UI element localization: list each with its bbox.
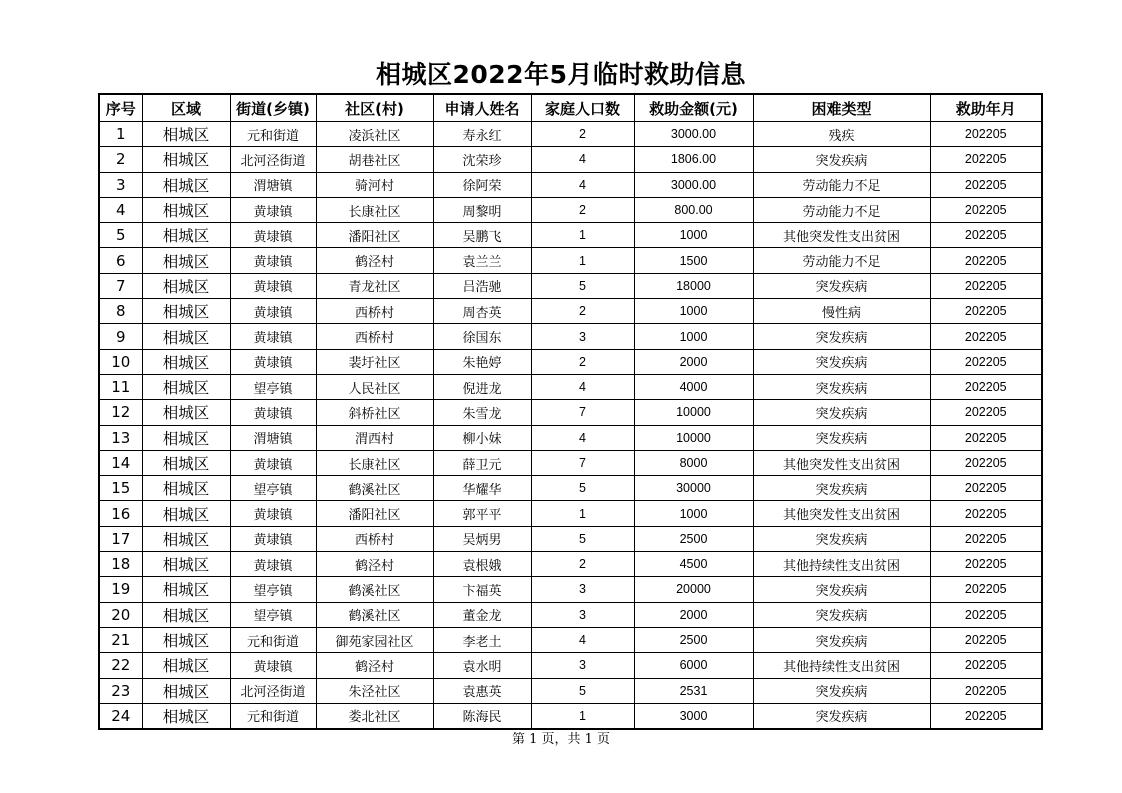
- cell-area: 相城区: [142, 172, 230, 197]
- table-row: [99, 248, 1042, 273]
- cell-month: 202205: [930, 577, 1042, 602]
- cell-name: 徐阿荣: [433, 172, 531, 197]
- cell-amount: 6000: [634, 653, 753, 678]
- cell-month: 202205: [930, 425, 1042, 450]
- header-no: 序号: [99, 94, 142, 122]
- cell-area: 相城区: [142, 703, 230, 729]
- cell-type: 突发疾病: [753, 627, 930, 652]
- cell-area: 相城区: [142, 526, 230, 551]
- table-body: [99, 122, 1042, 730]
- cell-no: 24: [99, 703, 142, 729]
- header-amount: 救助金额(元): [634, 94, 753, 122]
- cell-month: 202205: [930, 450, 1042, 475]
- cell-type: 突发疾病: [753, 526, 930, 551]
- cell-name: 沈荣珍: [433, 147, 531, 172]
- cell-amount: 10000: [634, 425, 753, 450]
- header-area: 区域: [142, 94, 230, 122]
- cell-no: 7: [99, 273, 142, 298]
- cell-month: 202205: [930, 374, 1042, 399]
- cell-no: 19: [99, 577, 142, 602]
- table-row: [99, 400, 1042, 425]
- cell-area: 相城区: [142, 223, 230, 248]
- cell-community: 长康社区: [316, 450, 433, 475]
- cell-community: 鹤泾村: [316, 248, 433, 273]
- cell-name: 朱雪龙: [433, 400, 531, 425]
- cell-name: 袁根娥: [433, 552, 531, 577]
- page-title: 相城区2022年5月临时救助信息: [376, 60, 746, 89]
- cell-no: 21: [99, 627, 142, 652]
- cell-month: 202205: [930, 653, 1042, 678]
- cell-family: 4: [531, 627, 634, 652]
- header-type: 困难类型: [753, 94, 930, 122]
- cell-amount: 2000: [634, 602, 753, 627]
- cell-month: 202205: [930, 172, 1042, 197]
- cell-community: 朱泾社区: [316, 678, 433, 703]
- cell-family: 7: [531, 400, 634, 425]
- cell-type: 突发疾病: [753, 425, 930, 450]
- cell-community: 西桥村: [316, 526, 433, 551]
- cell-amount: 800.00: [634, 197, 753, 222]
- cell-area: 相城区: [142, 501, 230, 526]
- cell-area: 相城区: [142, 476, 230, 501]
- cell-month: 202205: [930, 526, 1042, 551]
- cell-no: 1: [99, 122, 142, 147]
- table-row: [99, 223, 1042, 248]
- cell-name: 倪进龙: [433, 374, 531, 399]
- cell-month: 202205: [930, 501, 1042, 526]
- cell-no: 14: [99, 450, 142, 475]
- cell-street: 黄埭镇: [230, 223, 316, 248]
- cell-street: 北河泾街道: [230, 147, 316, 172]
- cell-type: 其他持续性支出贫困: [753, 653, 930, 678]
- cell-amount: 2500: [634, 526, 753, 551]
- cell-amount: 30000: [634, 476, 753, 501]
- cell-month: 202205: [930, 602, 1042, 627]
- cell-type: 突发疾病: [753, 678, 930, 703]
- table-row: [99, 450, 1042, 475]
- cell-street: 元和街道: [230, 703, 316, 729]
- cell-no: 10: [99, 349, 142, 374]
- cell-no: 13: [99, 425, 142, 450]
- cell-type: 残疾: [753, 122, 930, 147]
- cell-area: 相城区: [142, 678, 230, 703]
- table-row: [99, 703, 1042, 729]
- relief-table: [98, 93, 1043, 730]
- cell-type: 其他突发性支出贫困: [753, 501, 930, 526]
- cell-community: 西桥村: [316, 324, 433, 349]
- cell-family: 4: [531, 172, 634, 197]
- cell-community: 人民社区: [316, 374, 433, 399]
- cell-area: 相城区: [142, 324, 230, 349]
- cell-community: 凌浜社区: [316, 122, 433, 147]
- cell-month: 202205: [930, 324, 1042, 349]
- cell-street: 黄埭镇: [230, 653, 316, 678]
- table-row: [99, 653, 1042, 678]
- cell-area: 相城区: [142, 602, 230, 627]
- cell-area: 相城区: [142, 450, 230, 475]
- cell-name: 寿永红: [433, 122, 531, 147]
- cell-no: 6: [99, 248, 142, 273]
- cell-community: 鹤溪社区: [316, 577, 433, 602]
- cell-street: 望亭镇: [230, 577, 316, 602]
- cell-family: 4: [531, 425, 634, 450]
- cell-street: 黄埭镇: [230, 299, 316, 324]
- cell-name: 李老土: [433, 627, 531, 652]
- cell-street: 黄埭镇: [230, 197, 316, 222]
- cell-area: 相城区: [142, 425, 230, 450]
- cell-street: 渭塘镇: [230, 425, 316, 450]
- cell-type: 突发疾病: [753, 577, 930, 602]
- table-row: [99, 299, 1042, 324]
- cell-no: 11: [99, 374, 142, 399]
- table-row: [99, 273, 1042, 298]
- table-row: [99, 147, 1042, 172]
- cell-amount: 1000: [634, 223, 753, 248]
- cell-community: 潘阳社区: [316, 223, 433, 248]
- cell-type: 突发疾病: [753, 273, 930, 298]
- cell-area: 相城区: [142, 374, 230, 399]
- cell-amount: 3000.00: [634, 122, 753, 147]
- cell-community: 青龙社区: [316, 273, 433, 298]
- cell-amount: 1000: [634, 501, 753, 526]
- cell-amount: 4000: [634, 374, 753, 399]
- cell-no: 4: [99, 197, 142, 222]
- cell-family: 5: [531, 526, 634, 551]
- table-row: [99, 602, 1042, 627]
- table-row: [99, 349, 1042, 374]
- cell-family: 5: [531, 678, 634, 703]
- cell-family: 1: [531, 501, 634, 526]
- table-row: [99, 501, 1042, 526]
- cell-area: 相城区: [142, 400, 230, 425]
- cell-street: 元和街道: [230, 627, 316, 652]
- cell-amount: 8000: [634, 450, 753, 475]
- cell-name: 吕浩驰: [433, 273, 531, 298]
- cell-type: 突发疾病: [753, 476, 930, 501]
- cell-family: 3: [531, 324, 634, 349]
- cell-month: 202205: [930, 703, 1042, 729]
- cell-month: 202205: [930, 248, 1042, 273]
- cell-amount: 1000: [634, 299, 753, 324]
- table-row: [99, 425, 1042, 450]
- cell-street: 黄埭镇: [230, 450, 316, 475]
- cell-no: 5: [99, 223, 142, 248]
- cell-no: 8: [99, 299, 142, 324]
- cell-area: 相城区: [142, 653, 230, 678]
- cell-no: 18: [99, 552, 142, 577]
- cell-area: 相城区: [142, 627, 230, 652]
- cell-street: 黄埭镇: [230, 400, 316, 425]
- cell-family: 2: [531, 299, 634, 324]
- header-name: 申请人姓名: [433, 94, 531, 122]
- cell-month: 202205: [930, 197, 1042, 222]
- cell-no: 12: [99, 400, 142, 425]
- cell-family: 3: [531, 653, 634, 678]
- cell-amount: 1806.00: [634, 147, 753, 172]
- cell-street: 黄埭镇: [230, 248, 316, 273]
- table-row: [99, 172, 1042, 197]
- cell-family: 1: [531, 248, 634, 273]
- cell-street: 黄埭镇: [230, 349, 316, 374]
- header-month: 救助年月: [930, 94, 1042, 122]
- cell-amount: 20000: [634, 577, 753, 602]
- table-row: [99, 476, 1042, 501]
- page-footer: 第 1 页，共 1 页: [511, 732, 611, 747]
- cell-no: 16: [99, 501, 142, 526]
- cell-month: 202205: [930, 349, 1042, 374]
- cell-no: 9: [99, 324, 142, 349]
- table-row: [99, 627, 1042, 652]
- cell-month: 202205: [930, 223, 1042, 248]
- cell-community: 鹤溪社区: [316, 476, 433, 501]
- cell-family: 5: [531, 273, 634, 298]
- cell-family: 1: [531, 703, 634, 729]
- cell-family: 3: [531, 577, 634, 602]
- cell-type: 其他持续性支出贫困: [753, 552, 930, 577]
- cell-community: 娄北社区: [316, 703, 433, 729]
- header-street: 街道(乡镇): [230, 94, 316, 122]
- cell-name: 吴炳男: [433, 526, 531, 551]
- header-community: 社区(村): [316, 94, 433, 122]
- cell-month: 202205: [930, 627, 1042, 652]
- cell-name: 袁水明: [433, 653, 531, 678]
- cell-type: 突发疾病: [753, 147, 930, 172]
- cell-family: 2: [531, 552, 634, 577]
- table-row: [99, 552, 1042, 577]
- cell-no: 22: [99, 653, 142, 678]
- header-family: 家庭人口数: [531, 94, 634, 122]
- cell-month: 202205: [930, 147, 1042, 172]
- table-row: [99, 374, 1042, 399]
- cell-name: 袁兰兰: [433, 248, 531, 273]
- cell-street: 望亭镇: [230, 602, 316, 627]
- cell-type: 突发疾病: [753, 400, 930, 425]
- table-row: [99, 122, 1042, 147]
- table-row: [99, 197, 1042, 222]
- cell-community: 渭西村: [316, 425, 433, 450]
- cell-month: 202205: [930, 400, 1042, 425]
- cell-family: 2: [531, 122, 634, 147]
- table-row: [99, 526, 1042, 551]
- cell-family: 1: [531, 223, 634, 248]
- cell-name: 周杏英: [433, 299, 531, 324]
- cell-type: 突发疾病: [753, 324, 930, 349]
- cell-month: 202205: [930, 552, 1042, 577]
- cell-type: 突发疾病: [753, 602, 930, 627]
- cell-type: 突发疾病: [753, 349, 930, 374]
- cell-no: 2: [99, 147, 142, 172]
- cell-street: 黄埭镇: [230, 273, 316, 298]
- cell-amount: 3000.00: [634, 172, 753, 197]
- cell-area: 相城区: [142, 147, 230, 172]
- cell-community: 斜桥社区: [316, 400, 433, 425]
- cell-family: 4: [531, 374, 634, 399]
- cell-name: 华耀华: [433, 476, 531, 501]
- cell-area: 相城区: [142, 122, 230, 147]
- cell-area: 相城区: [142, 577, 230, 602]
- cell-type: 劳动能力不足: [753, 172, 930, 197]
- cell-community: 潘阳社区: [316, 501, 433, 526]
- cell-type: 突发疾病: [753, 374, 930, 399]
- cell-name: 徐国东: [433, 324, 531, 349]
- cell-name: 薛卫元: [433, 450, 531, 475]
- cell-community: 西桥村: [316, 299, 433, 324]
- table-row: [99, 577, 1042, 602]
- cell-amount: 3000: [634, 703, 753, 729]
- cell-family: 2: [531, 197, 634, 222]
- cell-area: 相城区: [142, 197, 230, 222]
- cell-street: 元和街道: [230, 122, 316, 147]
- cell-amount: 2500: [634, 627, 753, 652]
- cell-area: 相城区: [142, 552, 230, 577]
- cell-month: 202205: [930, 299, 1042, 324]
- cell-community: 鹤溪社区: [316, 602, 433, 627]
- cell-type: 慢性病: [753, 299, 930, 324]
- cell-community: 骑河村: [316, 172, 433, 197]
- cell-no: 23: [99, 678, 142, 703]
- cell-month: 202205: [930, 122, 1042, 147]
- cell-community: 御苑家园社区: [316, 627, 433, 652]
- header-row: [99, 94, 1042, 122]
- cell-name: 周黎明: [433, 197, 531, 222]
- cell-area: 相城区: [142, 248, 230, 273]
- cell-name: 柳小妹: [433, 425, 531, 450]
- cell-amount: 1000: [634, 324, 753, 349]
- cell-community: 长康社区: [316, 197, 433, 222]
- cell-name: 吴鹏飞: [433, 223, 531, 248]
- cell-street: 望亭镇: [230, 476, 316, 501]
- cell-street: 黄埭镇: [230, 552, 316, 577]
- cell-name: 陈海民: [433, 703, 531, 729]
- cell-amount: 2531: [634, 678, 753, 703]
- cell-amount: 10000: [634, 400, 753, 425]
- cell-type: 其他突发性支出贫困: [753, 223, 930, 248]
- cell-month: 202205: [930, 273, 1042, 298]
- cell-community: 胡巷社区: [316, 147, 433, 172]
- cell-family: 7: [531, 450, 634, 475]
- cell-area: 相城区: [142, 349, 230, 374]
- cell-name: 卞福英: [433, 577, 531, 602]
- cell-no: 3: [99, 172, 142, 197]
- cell-amount: 1500: [634, 248, 753, 273]
- cell-street: 北河泾街道: [230, 678, 316, 703]
- cell-area: 相城区: [142, 299, 230, 324]
- cell-family: 5: [531, 476, 634, 501]
- cell-community: 鹤泾村: [316, 552, 433, 577]
- cell-community: 裴圩社区: [316, 349, 433, 374]
- table-row: [99, 324, 1042, 349]
- cell-name: 董金龙: [433, 602, 531, 627]
- cell-amount: 18000: [634, 273, 753, 298]
- cell-month: 202205: [930, 476, 1042, 501]
- table-row: [99, 678, 1042, 703]
- cell-name: 朱艳婷: [433, 349, 531, 374]
- cell-street: 渭塘镇: [230, 172, 316, 197]
- cell-street: 黄埭镇: [230, 526, 316, 551]
- cell-no: 20: [99, 602, 142, 627]
- cell-family: 3: [531, 602, 634, 627]
- cell-type: 劳动能力不足: [753, 248, 930, 273]
- cell-type: 劳动能力不足: [753, 197, 930, 222]
- cell-no: 17: [99, 526, 142, 551]
- cell-street: 黄埭镇: [230, 501, 316, 526]
- cell-amount: 4500: [634, 552, 753, 577]
- cell-street: 黄埭镇: [230, 324, 316, 349]
- cell-street: 望亭镇: [230, 374, 316, 399]
- cell-community: 鹤泾村: [316, 653, 433, 678]
- cell-family: 4: [531, 147, 634, 172]
- cell-name: 袁惠英: [433, 678, 531, 703]
- cell-amount: 2000: [634, 349, 753, 374]
- cell-type: 其他突发性支出贫困: [753, 450, 930, 475]
- cell-type: 突发疾病: [753, 703, 930, 729]
- cell-family: 2: [531, 349, 634, 374]
- cell-area: 相城区: [142, 273, 230, 298]
- cell-no: 15: [99, 476, 142, 501]
- cell-month: 202205: [930, 678, 1042, 703]
- cell-name: 郭平平: [433, 501, 531, 526]
